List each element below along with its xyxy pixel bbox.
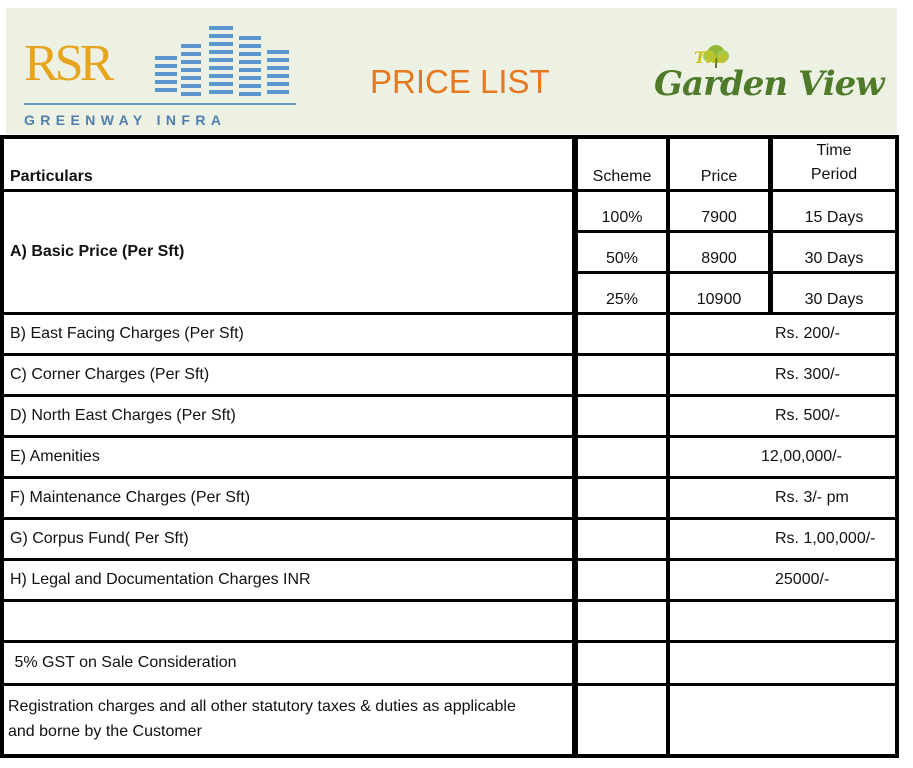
charge-label (4, 520, 572, 558)
charge-value-cell (670, 520, 895, 558)
charge-value-cell (670, 356, 895, 394)
price-value: 8900 (701, 250, 737, 267)
garden-view-the: The (694, 48, 728, 67)
price-value: 7900 (701, 209, 737, 226)
scheme-cell (578, 192, 666, 230)
charge-value: 12,00,000/- (761, 448, 842, 465)
registration-note (4, 686, 572, 754)
charge-scheme-cell (578, 397, 666, 435)
charge-value-cell (670, 397, 895, 435)
charge-value: 25000/- (775, 571, 830, 588)
period-value: 15 Days (804, 209, 864, 226)
empty-value-cell (670, 602, 895, 640)
price-cell (670, 233, 768, 271)
charge-label (4, 315, 572, 353)
registration-line1: Registration charges and all other statutory taxes & duties as applicable (8, 698, 516, 715)
header-time-line2: Period (810, 166, 858, 183)
garden-view-logo (654, 44, 884, 118)
charge-value: Rs. 300/- (775, 366, 840, 383)
charge-value: Rs. 3/- pm (775, 489, 849, 506)
scheme-cell (578, 233, 666, 271)
charge-label-text: F) Maintenance Charges (Per Sft) (10, 489, 251, 506)
charge-value: Rs. 200/- (775, 325, 840, 342)
charge-scheme-cell (578, 438, 666, 476)
charge-scheme-cell (578, 479, 666, 517)
header-particulars-text: Particulars (10, 168, 93, 185)
charge-value: Rs. 500/- (775, 407, 840, 424)
rsr-logo: RSR (24, 35, 111, 92)
charge-scheme-cell (578, 520, 666, 558)
scheme-value: 25% (605, 291, 639, 308)
charge-scheme-cell (578, 356, 666, 394)
period-cell (773, 274, 895, 312)
header-scheme-text: Scheme (592, 168, 652, 185)
charge-value-cell (670, 438, 895, 476)
charge-label-text: G) Corpus Fund( Per Sft) (10, 530, 189, 547)
period-value: 30 Days (804, 250, 864, 267)
header-scheme (578, 139, 666, 189)
registration-line2: and borne by the Customer (8, 723, 202, 740)
charge-label-text: H) Legal and Documentation Charges INR (10, 571, 311, 588)
gst-value-cell (670, 643, 895, 683)
price-cell (670, 274, 768, 312)
empty-scheme-cell (578, 602, 666, 640)
period-value: 30 Days (804, 291, 864, 308)
header-price (670, 139, 768, 189)
empty-label-cell (4, 602, 572, 640)
scheme-cell (578, 274, 666, 312)
price-table (0, 135, 899, 758)
header-time-line1: Time (816, 142, 852, 159)
charge-label-text: D) North East Charges (Per Sft) (10, 407, 236, 424)
price-value: 10900 (696, 291, 742, 308)
header-particulars (4, 139, 572, 189)
charge-label-text: B) East Facing Charges (Per Sft) (10, 325, 244, 342)
charge-label-text: C) Corner Charges (Per Sft) (10, 366, 210, 383)
header-price-text: Price (700, 168, 738, 185)
charge-value-cell (670, 479, 895, 517)
charge-label (4, 356, 572, 394)
garden-view-text: Garden View (654, 64, 884, 104)
price-cell (670, 192, 768, 230)
charge-value-cell (670, 561, 895, 599)
page-title: PRICE LIST (370, 63, 550, 100)
basic-price-label-text: A) Basic Price (Per Sft) (10, 243, 185, 260)
basic-price-label (4, 192, 572, 312)
charge-scheme-cell (578, 315, 666, 353)
header-banner (6, 8, 897, 134)
period-cell (773, 192, 895, 230)
charge-label-text: E) Amenities (10, 448, 100, 465)
gst-scheme-cell (578, 643, 666, 683)
registration-scheme-cell (578, 686, 666, 754)
scheme-value: 50% (605, 250, 639, 267)
header-time-period (773, 139, 895, 189)
gst-text: 5% GST on Sale Consideration (10, 654, 237, 671)
charge-label (4, 479, 572, 517)
buildings-logo-icon (151, 20, 301, 102)
scheme-value: 100% (601, 209, 643, 226)
charge-value: Rs. 1,00,000/- (775, 530, 876, 547)
charge-label (4, 397, 572, 435)
charge-label (4, 438, 572, 476)
registration-value-cell (670, 686, 895, 754)
charge-value-cell (670, 315, 895, 353)
logo-divider (24, 103, 296, 105)
gst-label (4, 643, 572, 683)
logo-subtitle: GREENWAY INFRA (24, 112, 227, 128)
charge-scheme-cell (578, 561, 666, 599)
period-cell (773, 233, 895, 271)
charge-label (4, 561, 572, 599)
